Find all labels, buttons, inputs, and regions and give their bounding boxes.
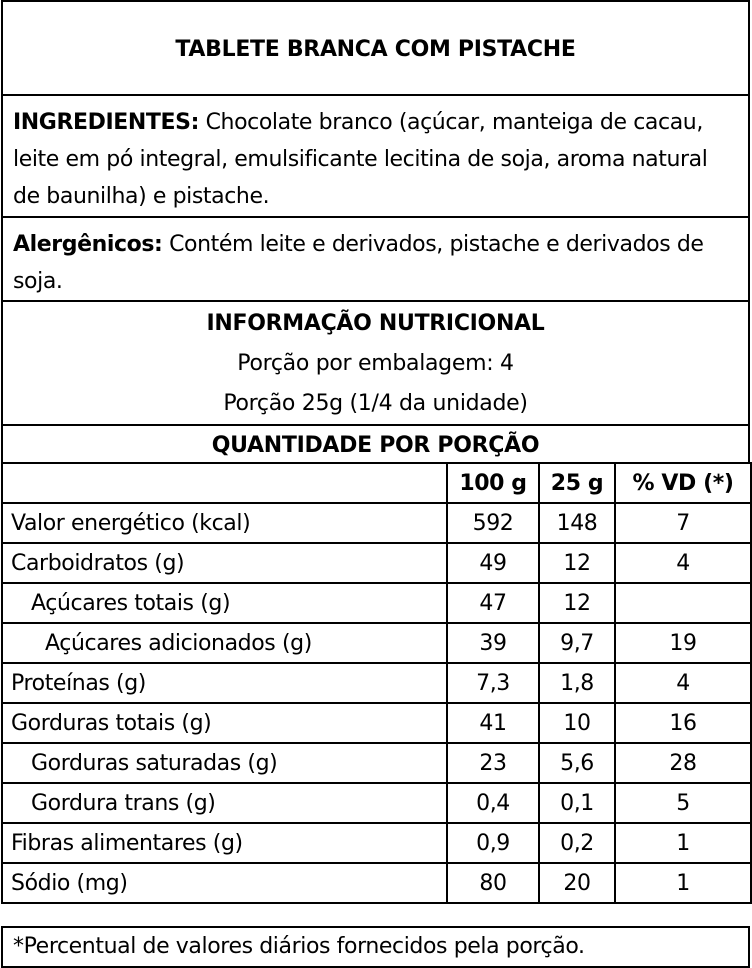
table-row [2, 863, 751, 903]
value-25g: 1,8 [539, 663, 615, 703]
allergens-label: Alergênicos: [13, 232, 163, 257]
column-header-100g: 100 g [447, 463, 539, 503]
table-header-row [2, 463, 751, 503]
value-100g: 49 [447, 543, 539, 583]
ingredients-text: Chocolate branco (açúcar, manteiga de cacau, leite em pó integral, emulsificante lecitina de soja, aroma natural de baunilha) e pistache. [13, 110, 708, 209]
value-vd: 4 [615, 543, 751, 583]
value-vd: 5 [615, 783, 751, 823]
value-vd: 1 [615, 863, 751, 903]
table-row [2, 623, 751, 663]
value-100g: 0,9 [447, 823, 539, 863]
value-vd: 28 [615, 743, 751, 783]
serving-size: Porção 25g (1/4 da unidade) [223, 391, 528, 416]
value-25g: 12 [539, 583, 615, 623]
nutrient-name: Carboidratos (g) [2, 543, 447, 583]
column-header-nutrient [2, 463, 447, 503]
column-header-25g: 25 g [539, 463, 615, 503]
servings-per-package: Porção por embalagem: 4 [237, 351, 514, 376]
allergens-text: Contém leite e derivados, pistache e derivados de soja. [13, 232, 704, 294]
nutrient-name: Fibras alimentares (g) [2, 823, 447, 863]
column-header-vd: % VD (*) [615, 463, 751, 503]
nutrient-name: Valor energético (kcal) [2, 503, 447, 543]
value-100g: 0,4 [447, 783, 539, 823]
value-25g: 9,7 [539, 623, 615, 663]
value-vd: 1 [615, 823, 751, 863]
nutrient-name: Açúcares adicionados (g) [2, 623, 447, 663]
value-vd: 16 [615, 703, 751, 743]
nutrient-name: Gordura trans (g) [2, 783, 447, 823]
value-100g: 47 [447, 583, 539, 623]
table-row [2, 503, 751, 543]
nutrient-name: Açúcares totais (g) [2, 583, 447, 623]
nutrition-header [1, 300, 750, 424]
product-title-text: TABLETE BRANCA COM PISTACHE [175, 36, 576, 62]
table-row [2, 823, 751, 863]
allergens-section [1, 216, 750, 300]
value-vd: 7 [615, 503, 751, 543]
product-title [1, 0, 750, 96]
ingredients-label: INGREDIENTES: [13, 110, 199, 135]
value-25g: 5,6 [539, 743, 615, 783]
table-row [2, 543, 751, 583]
value-vd: 4 [615, 663, 751, 703]
value-100g: 7,3 [447, 663, 539, 703]
nutrition-heading: INFORMAÇÃO NUTRICIONAL [206, 311, 545, 336]
footnote: *Percentual de valores diários fornecidos pela porção. [1, 926, 750, 968]
table-row [2, 663, 751, 703]
value-vd [615, 583, 751, 623]
quantity-heading: QUANTIDADE POR PORÇÃO [1, 424, 750, 464]
value-100g: 592 [447, 503, 539, 543]
nutrient-name: Gorduras saturadas (g) [2, 743, 447, 783]
nutrition-table [1, 462, 752, 904]
nutrient-name: Sódio (mg) [2, 863, 447, 903]
value-25g: 12 [539, 543, 615, 583]
value-25g: 10 [539, 703, 615, 743]
table-row [2, 703, 751, 743]
value-vd: 19 [615, 623, 751, 663]
value-100g: 23 [447, 743, 539, 783]
table-row [2, 743, 751, 783]
nutrient-name: Proteínas (g) [2, 663, 447, 703]
nutrient-name: Gorduras totais (g) [2, 703, 447, 743]
value-25g: 0,2 [539, 823, 615, 863]
table-row [2, 583, 751, 623]
ingredients-section [1, 94, 750, 216]
value-25g: 20 [539, 863, 615, 903]
value-100g: 39 [447, 623, 539, 663]
table-row [2, 783, 751, 823]
value-100g: 41 [447, 703, 539, 743]
value-25g: 148 [539, 503, 615, 543]
value-25g: 0,1 [539, 783, 615, 823]
value-100g: 80 [447, 863, 539, 903]
